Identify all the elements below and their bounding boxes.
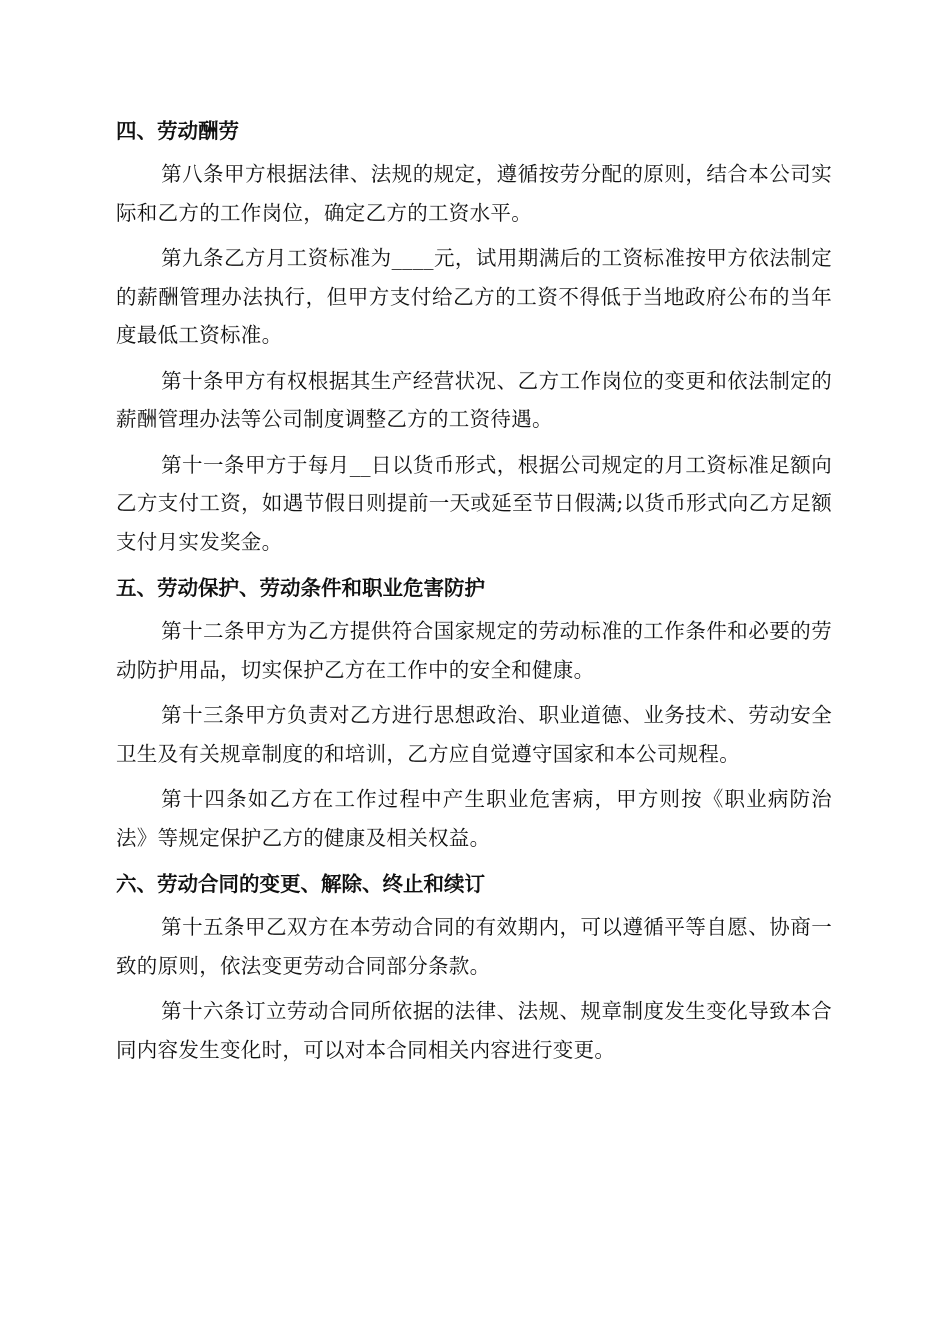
section-contract-changes [116, 864, 832, 1069]
section-heading: 四、劳动酬劳 [116, 119, 239, 143]
article-16: 第十六条订立劳动合同所依据的法律、法规、规章制度发生变化导致本合同内容发生变化时，可以对本合同相关内容进行变更。 [116, 999, 832, 1062]
article-12: 第十二条甲方为乙方提供符合国家规定的劳动标准的工作条件和必要的劳动防护用品，切实保护乙方在工作中的安全和健康。 [116, 619, 832, 682]
section-heading: 五、劳动保护、劳动条件和职业危害防护 [116, 576, 485, 600]
section-labor-remuneration [116, 111, 832, 561]
section-heading: 六、劳动合同的变更、解除、终止和续订 [116, 872, 485, 896]
article-10: 第十条甲方有权根据其生产经营状况、乙方工作岗位的变更和依法制定的薪酬管理办法等公司制度调整乙方的工资待遇。 [116, 368, 832, 431]
article-15: 第十五条甲乙双方在本劳动合同的有效期内，可以遵循平等自愿、协商一致的原则，依法变更劳动合同部分条款。 [116, 915, 832, 978]
section-labor-protection [116, 568, 832, 857]
article-14: 第十四条如乙方在工作过程中产生职业危害病，甲方则按《职业病防治法》等规定保护乙方的健康及相关权益。 [116, 787, 832, 850]
article-8: 第八条甲方根据法律、法规的规定，遵循按劳分配的原则，结合本公司实际和乙方的工作岗位，确定乙方的工资水平。 [116, 162, 832, 225]
article-11: 第十一条甲方于每月__日以货币形式，根据公司规定的月工资标准足额向乙方支付工资，如遇节假日则提前一天或延至节日假满;以货币形式向乙方足额支付月实发奖金。 [116, 452, 832, 554]
article-13: 第十三条甲方负责对乙方进行思想政治、职业道德、业务技术、劳动安全卫生及有关规章制度的和培训，乙方应自觉遵守国家和本公司规程。 [116, 703, 832, 766]
article-9: 第九条乙方月工资标准为____元，试用期满后的工资标准按甲方依法制定的薪酬管理办法执行，但甲方支付给乙方的工资不得低于当地政府公布的当年度最低工资标准。 [116, 246, 832, 347]
